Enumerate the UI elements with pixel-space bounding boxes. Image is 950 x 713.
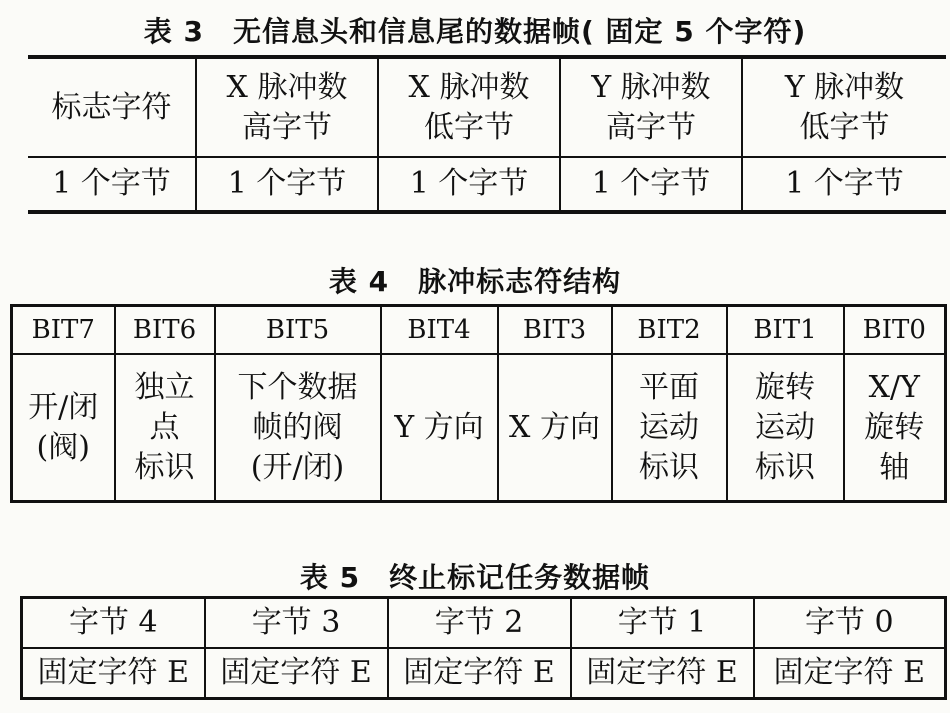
table5-header-cell: 字节 1 <box>571 598 754 649</box>
table5-header-cell: 字节 2 <box>388 598 571 649</box>
table4-header-cell: BIT0 <box>844 306 946 355</box>
table3-header-cell: 标志字符 <box>28 57 196 157</box>
table5-cell: 固定字符 E <box>571 648 754 699</box>
table5-caption: 表 5 终止标记任务数据帧 <box>299 561 651 594</box>
table4-cell: 旋转 运动 标识 <box>727 354 844 502</box>
table3-header-cell: X 脉冲数 高字节 <box>196 57 378 157</box>
table4-cell: 开/闭 (阀) <box>12 354 115 502</box>
table3-cell: 1 个字节 <box>560 157 742 212</box>
table4-header-cell: BIT5 <box>215 306 381 355</box>
table4-header-cell: BIT4 <box>381 306 498 355</box>
table3-header-cell: Y 脉冲数 低字节 <box>742 57 946 157</box>
table4-cell: Y 方向 <box>381 354 498 502</box>
table4-caption: 表 4 脉冲标志符结构 <box>328 265 622 298</box>
table3-cell: 1 个字节 <box>28 157 196 212</box>
table3-cell: 1 个字节 <box>742 157 946 212</box>
table4-cell: X/Y 旋转 轴 <box>844 354 946 502</box>
table4-header-cell: BIT1 <box>727 306 844 355</box>
table5-header-cell: 字节 4 <box>22 598 205 649</box>
table4-header-cell: BIT6 <box>115 306 215 355</box>
table3 <box>28 55 946 214</box>
table4-cell: 平面 运动 标识 <box>612 354 727 502</box>
table5-cell: 固定字符 E <box>754 648 946 699</box>
table4-data-row <box>12 354 946 502</box>
table3-cell: 1 个字节 <box>378 157 560 212</box>
table5-cell: 固定字符 E <box>205 648 388 699</box>
table4-header-cell: BIT2 <box>612 306 727 355</box>
table5-cell: 固定字符 E <box>388 648 571 699</box>
table5-header-cell: 字节 0 <box>754 598 946 649</box>
table5-header-cell: 字节 3 <box>205 598 388 649</box>
table4-header-cell: BIT3 <box>498 306 612 355</box>
table3-caption: 表 3 无信息头和信息尾的数据帧( 固定 5 个字符) <box>143 15 807 48</box>
table3-header-cell: X 脉冲数 低字节 <box>378 57 560 157</box>
table4-cell: 下个数据 帧的阀 (开/闭) <box>215 354 381 502</box>
table4-cell: 独立 点 标识 <box>115 354 215 502</box>
table3-header-row <box>28 57 946 157</box>
table4-header-cell: BIT7 <box>12 306 115 355</box>
table4 <box>10 304 947 503</box>
table3-header-cell: Y 脉冲数 高字节 <box>560 57 742 157</box>
table5 <box>20 596 947 700</box>
table4-cell: X 方向 <box>498 354 612 502</box>
table3-data-row <box>28 157 946 212</box>
table3-cell: 1 个字节 <box>196 157 378 212</box>
table5-cell: 固定字符 E <box>22 648 205 699</box>
table5-data-row <box>22 648 946 699</box>
table5-header-row <box>22 598 946 649</box>
table4-header-row <box>12 306 946 355</box>
